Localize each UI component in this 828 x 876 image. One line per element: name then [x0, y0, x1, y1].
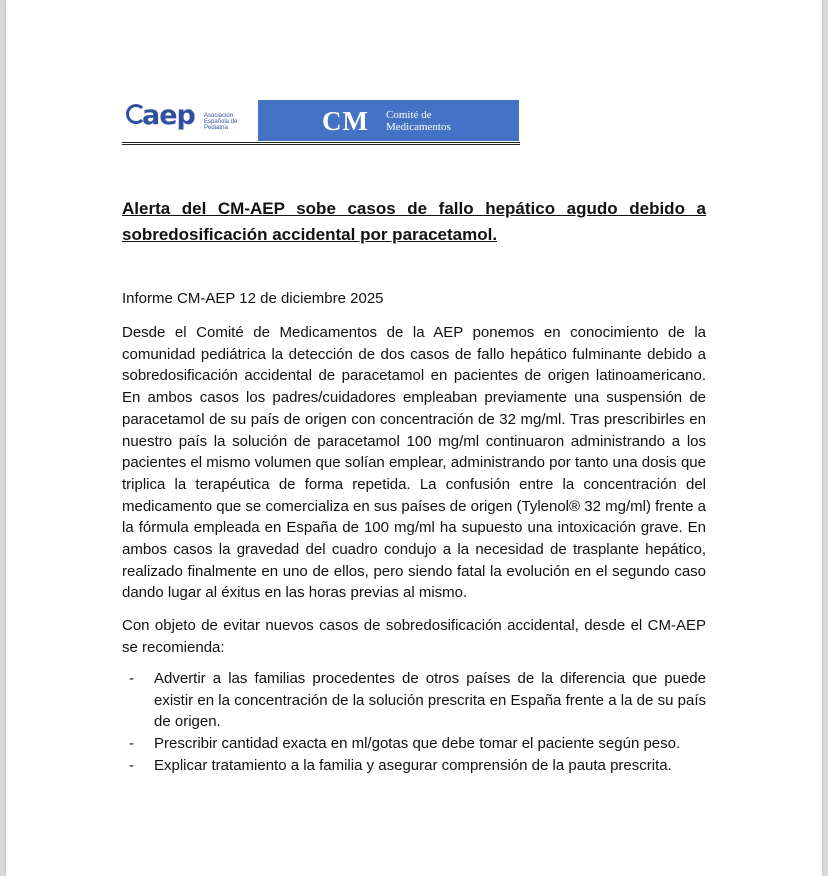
- recommendations-list: [122, 668, 706, 777]
- aep-logo: [122, 98, 258, 140]
- cm-logo-text-line1: Comité de: [386, 109, 432, 121]
- body-paragraph-1: Desde el Comité de Medicamentos de la AEP ponemos en conocimiento de la comunidad pediátrica la detección de dos casos de fallo hepático fulminante debido a sobredosificación accidental de paracetamol en pacientes de origen latinoamericano. En ambos casos los padres/cuidadores empleaban previamente una suspensión de paracetamol de su país de origen con concentración de 32 mg/ml. Tras prescribirles en nuestro país la solución de paracetamol 100 mg/ml continuaron administrando a los pacientes el mismo volumen que solían emplear, administrando por tanto una dosis que triplica la terapéutica de forma repetida. La confusión entre la concentración del medicamento que se comercializa en sus países de origen (Tylenol® 32 mg/ml) frente a la fórmula empleada en España de 100 mg/ml ha supuesto una intoxicación grave. En ambos casos la gravedad del cuadro condujo a la necesidad de trasplante hepático, realizado finalmente en uno de ellos, pero siendo fatal la evolución en el segundo caso dando lugar al éxitus en las horas previas al mismo.: [122, 324, 706, 602]
- cm-banner: [258, 100, 519, 141]
- list-item: [122, 668, 706, 733]
- aep-logo-word: aep: [142, 100, 195, 131]
- cm-logo-text: [386, 109, 451, 133]
- list-item: [122, 733, 706, 755]
- list-item: [122, 755, 706, 777]
- list-bullet: -: [129, 735, 134, 753]
- body-paragraph-2: Con objeto de evitar nuevos casos de sobredosificación accidental, desde el CM-AEP se recomienda:: [122, 617, 706, 656]
- list-bullet: -: [129, 756, 134, 774]
- list-bullet: -: [129, 670, 134, 687]
- list-item-text: Prescribir cantidad exacta en ml/gotas que debe tomar el paciente según peso.: [154, 735, 681, 753]
- document-page: [6, 0, 822, 876]
- header-divider: [122, 142, 520, 145]
- report-date: Informe CM-AEP 12 de diciembre 2025: [122, 290, 384, 307]
- list-item-text: Explicar tratamiento a la familia y asegurar comprensión de la pauta prescrita.: [154, 756, 672, 774]
- aep-logo-subtitle: Asociación Española de Pediatría: [204, 113, 238, 131]
- list-item-text: Advertir a las familias procedentes de otros países de la diferencia que puede existir en la concentración de la solución prescrita en España frente a la de su país de origen.: [154, 670, 706, 731]
- letterhead: [122, 98, 520, 146]
- cm-logo-mark: CM: [322, 106, 369, 136]
- document-title: Alerta del CM-AEP sobe casos de fallo hepático agudo debido a sobredosificación accidental por paracetamol.: [122, 199, 706, 244]
- cm-logo-text-line2: Medicamentos: [386, 121, 451, 133]
